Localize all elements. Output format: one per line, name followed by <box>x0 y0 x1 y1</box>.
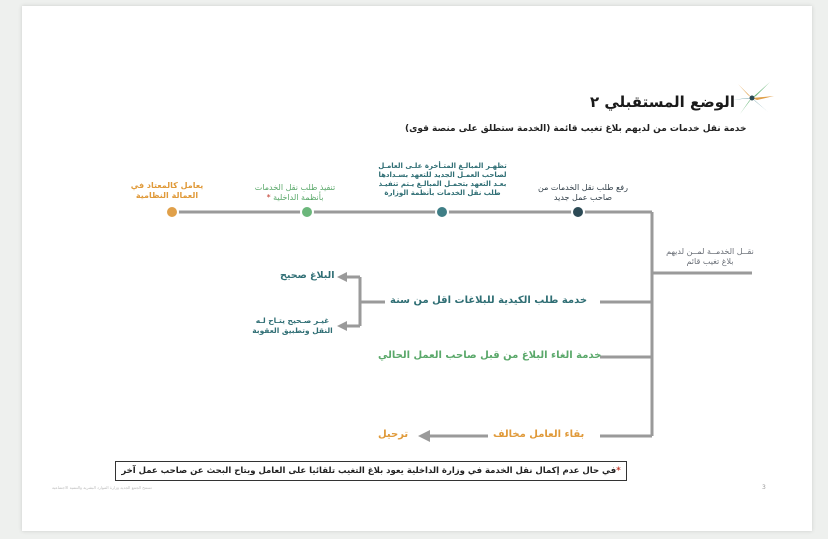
label-normal: يعامل كالمعتاد في العمالة النظامية <box>130 181 204 200</box>
node-ministry <box>436 206 448 218</box>
footnote-star: * <box>616 466 621 476</box>
arrow-deport <box>418 430 430 442</box>
page-number: 3 <box>762 484 766 491</box>
ministry-logo-icon <box>730 80 776 116</box>
root-label: نقــل الخدمــة لمــن لديهم بلاغ تغيب قائم <box>666 247 754 266</box>
outcome-deport: ترحيل <box>378 429 409 440</box>
page-subtitle: خدمة نقل خدمات من لديهم بلاغ تغيب قائمة (الخدمة ستطلق على منصة قوى) <box>405 124 747 134</box>
label-ministry: تظهـر المبالـغ المتـأخرة علـى العامـل لصاحب العمـل الجديد للتعهد بسـدادها بعـد التعهد بتحمـل المبالـغ يـتم تنفيـذ طلب نقل الخدمات بأنظمة الوزارة <box>378 162 507 197</box>
branch-employer-cancel: خدمة الغاء البلاغ من قبل صاحب العمل الحالي <box>378 350 602 361</box>
page-title: الوضع المستقبلي ٢ <box>590 93 735 111</box>
label-request: رفع طلب نقل الخدمات من صاحب عمل جديد <box>538 183 628 202</box>
interior-star: * <box>266 193 271 202</box>
outcome-invalid: غيـر صـحيح يتـاح لـه النقل وتطبيق العقوبة <box>252 316 333 335</box>
footer-text: تسمح الجمع الجديد وزارة الموارد البشرية والتنمية الاجتماعية <box>52 485 152 490</box>
outcome-valid: البلاغ صحيح <box>280 270 335 281</box>
arrow-valid <box>337 272 347 282</box>
branch-violator: بقاء العامل مخالف <box>493 429 585 440</box>
branch-cancel: خدمة طلب الكيدية للبلاغات اقل من سنة <box>390 295 588 306</box>
label-interior <box>250 183 340 203</box>
label-interior-text: تنفيذ طلب نقل الخدمات بأنظمة الداخلية <box>254 183 336 202</box>
footnote-text: في حال عدم إكمال نقل الخدمة في وزارة الداخلية يعود بلاغ التغيب تلقائيا على العامل ويتاح البحث عن صاحب عمل آخر <box>121 466 617 476</box>
node-normal <box>166 206 178 218</box>
footnote-box <box>115 461 627 481</box>
node-request <box>572 206 584 218</box>
arrow-invalid <box>337 321 347 331</box>
node-interior <box>301 206 313 218</box>
